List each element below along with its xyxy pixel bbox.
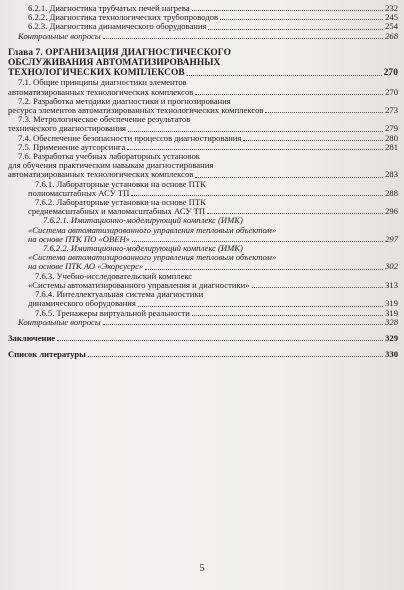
toc-entry-title: Контрольные вопросы bbox=[18, 316, 101, 327]
toc-entry-review-questions bbox=[8, 32, 398, 41]
toc-entry-title: среднемасштабных и маломасштабных АСУ ТП bbox=[28, 206, 206, 217]
toc-entry-title: Заключение bbox=[8, 332, 56, 343]
dot-leader bbox=[103, 323, 383, 325]
toc-entry-line: 7.6.1. Лабораторные установки на основе ПТК bbox=[35, 178, 206, 189]
toc-entry-title: 6.2.1. Диагностика трубчатых печей нагрева bbox=[28, 3, 190, 13]
toc-entry-page: 288 bbox=[385, 187, 398, 198]
toc-entry-line: 7.6.2.1. Имитационно-моделирующий комплекс (ИМК) bbox=[43, 215, 243, 226]
toc-entry-title: 7.4. Обеспечение безопасности процессов диагностирования bbox=[18, 132, 242, 143]
dot-leader bbox=[265, 111, 383, 113]
toc-entry bbox=[8, 170, 398, 179]
toc-entry-references bbox=[8, 350, 398, 359]
toc-entry-line: 7.6.2.2. Имитационно-моделирующий комплекс (ИМК) bbox=[43, 243, 243, 254]
toc-entry-page: 313 bbox=[385, 279, 398, 290]
toc-entry-title: ТЕХНОЛОГИЧЕСКИХ КОМПЛЕКСОВ bbox=[8, 68, 185, 79]
dot-leader bbox=[187, 74, 382, 76]
toc-entry bbox=[8, 235, 398, 244]
toc-entry-title: динамического оборудования bbox=[28, 298, 136, 309]
page-number: 5 bbox=[199, 563, 205, 574]
toc-entry-title: Список литературы bbox=[8, 349, 86, 360]
toc-entry-page: 297 bbox=[385, 233, 398, 244]
dot-leader bbox=[192, 9, 383, 11]
dot-leader bbox=[138, 305, 383, 307]
toc-entry-title: ресурса элементов автоматизированных технологических комплексов bbox=[8, 105, 264, 116]
dot-leader bbox=[252, 286, 384, 288]
toc-entry-page: 281 bbox=[385, 141, 398, 152]
toc-entry-title: на основе ПТК АО «Экорсусрс» bbox=[28, 261, 144, 272]
dot-leader bbox=[128, 130, 383, 132]
toc-entry bbox=[8, 143, 398, 152]
dot-leader bbox=[208, 28, 383, 30]
toc-entry-page: 319 bbox=[385, 307, 398, 318]
toc-entry-title: «Системы автоматизированного управления и диагностики» bbox=[28, 279, 250, 290]
toc-entry-page: 270 bbox=[383, 68, 398, 79]
toc-entry-line: 7.6.2. Лабораторные установки на основе ПТК bbox=[35, 197, 206, 208]
toc-entry-line: «Система автоматизированного управления тепловым объектом» bbox=[28, 252, 277, 263]
toc-entry-title: 7.5. Применение аутсорсинга bbox=[18, 141, 126, 152]
toc-entry-page: 254 bbox=[385, 21, 398, 32]
dot-leader bbox=[243, 139, 383, 141]
toc-entry-line: 7.6.3. Учебно-исследовательский комплекс bbox=[35, 270, 193, 281]
toc-entry-page: 270 bbox=[385, 86, 398, 97]
dot-leader bbox=[192, 314, 383, 316]
dot-leader bbox=[103, 37, 383, 39]
toc-entry-page: 273 bbox=[385, 105, 398, 116]
dot-leader bbox=[57, 339, 383, 341]
toc-entry-title: полномасштабных АСУ ТП bbox=[28, 187, 130, 198]
dot-leader bbox=[220, 18, 383, 20]
toc-entry-page: 319 bbox=[385, 298, 398, 309]
dot-leader bbox=[127, 148, 383, 150]
toc-entry-line: 7.6. Разработка учебных лабораторных установок bbox=[18, 151, 200, 162]
dot-leader bbox=[207, 212, 383, 214]
toc-entry-page: 232 bbox=[385, 3, 398, 13]
toc-entry bbox=[8, 106, 398, 115]
dot-leader bbox=[195, 176, 383, 178]
table-of-contents bbox=[8, 4, 398, 359]
toc-entry-title: автоматизированных технологических комплексов bbox=[8, 86, 194, 97]
toc-entry-title: автоматизированных технологических комплексов bbox=[8, 169, 194, 180]
toc-entry-title: 7.6.5. Тренажеры виртуальной реальности bbox=[35, 307, 190, 318]
toc-entry-title: 6.2.2. Диагностика технологических трубопроводов bbox=[28, 12, 219, 23]
dot-leader bbox=[145, 268, 383, 270]
toc-entry-title: на основе ПТК ПО «ОВЕН» bbox=[28, 233, 130, 244]
toc-entry-review-questions bbox=[8, 318, 398, 327]
toc-entry-title: Контрольные вопросы bbox=[18, 30, 101, 41]
toc-entry-line: для обучения практическим навыкам диагностирования bbox=[8, 160, 214, 171]
chapter-7-title-line bbox=[8, 68, 398, 78]
toc-entry bbox=[8, 88, 398, 97]
toc-entry-page: 280 bbox=[385, 132, 398, 143]
toc-entry-conclusion bbox=[8, 334, 398, 343]
dot-leader bbox=[131, 194, 383, 196]
toc-entry-line: 7.6.4. Интеллектуальная система диагностики bbox=[35, 289, 204, 300]
dot-leader bbox=[88, 355, 383, 357]
toc-entry-page: 245 bbox=[385, 12, 398, 23]
toc-entry-page: 302 bbox=[385, 261, 398, 272]
dot-leader bbox=[195, 93, 383, 95]
toc-entry-title: 6.2.3. Диагностика динамического оборудования bbox=[28, 21, 207, 32]
toc-entry bbox=[8, 207, 398, 216]
toc-entry-page: 268 bbox=[385, 30, 398, 41]
toc-entry-title: технического диагностирования bbox=[8, 123, 127, 134]
toc-entry-line: 7.2. Разработка методики диагностики и прогнозирования bbox=[18, 95, 231, 106]
toc-entry bbox=[8, 262, 398, 271]
toc-entry-line: «Система автоматизированного управления тепловым объектом» bbox=[28, 224, 277, 235]
toc-entry-page: 330 bbox=[385, 349, 398, 360]
toc-entry bbox=[8, 281, 398, 290]
toc-entry-page: 329 bbox=[385, 332, 398, 343]
chapter-7-title-line: Глава 7. ОРГАНИЗАЦИЯ ДИАГНОСТИЧЕСКОГО bbox=[8, 47, 232, 58]
toc-entry-line: 7.1. Общие принципы диагностики элементов bbox=[18, 77, 187, 88]
toc-entry-page: 328 bbox=[385, 316, 398, 327]
toc-entry-page: 279 bbox=[385, 123, 398, 134]
dot-leader bbox=[132, 240, 383, 242]
toc-entry-page: 283 bbox=[385, 169, 398, 180]
chapter-7-title-line: ОБСЛУЖИВАНИЯ АВТОМАТИЗИРОВАННЫХ bbox=[8, 58, 221, 69]
toc-entry-page: 296 bbox=[385, 206, 398, 217]
toc-entry-line: 7.3. Метрологическое обеспечение результатов bbox=[18, 114, 191, 125]
toc-entry bbox=[8, 189, 398, 198]
